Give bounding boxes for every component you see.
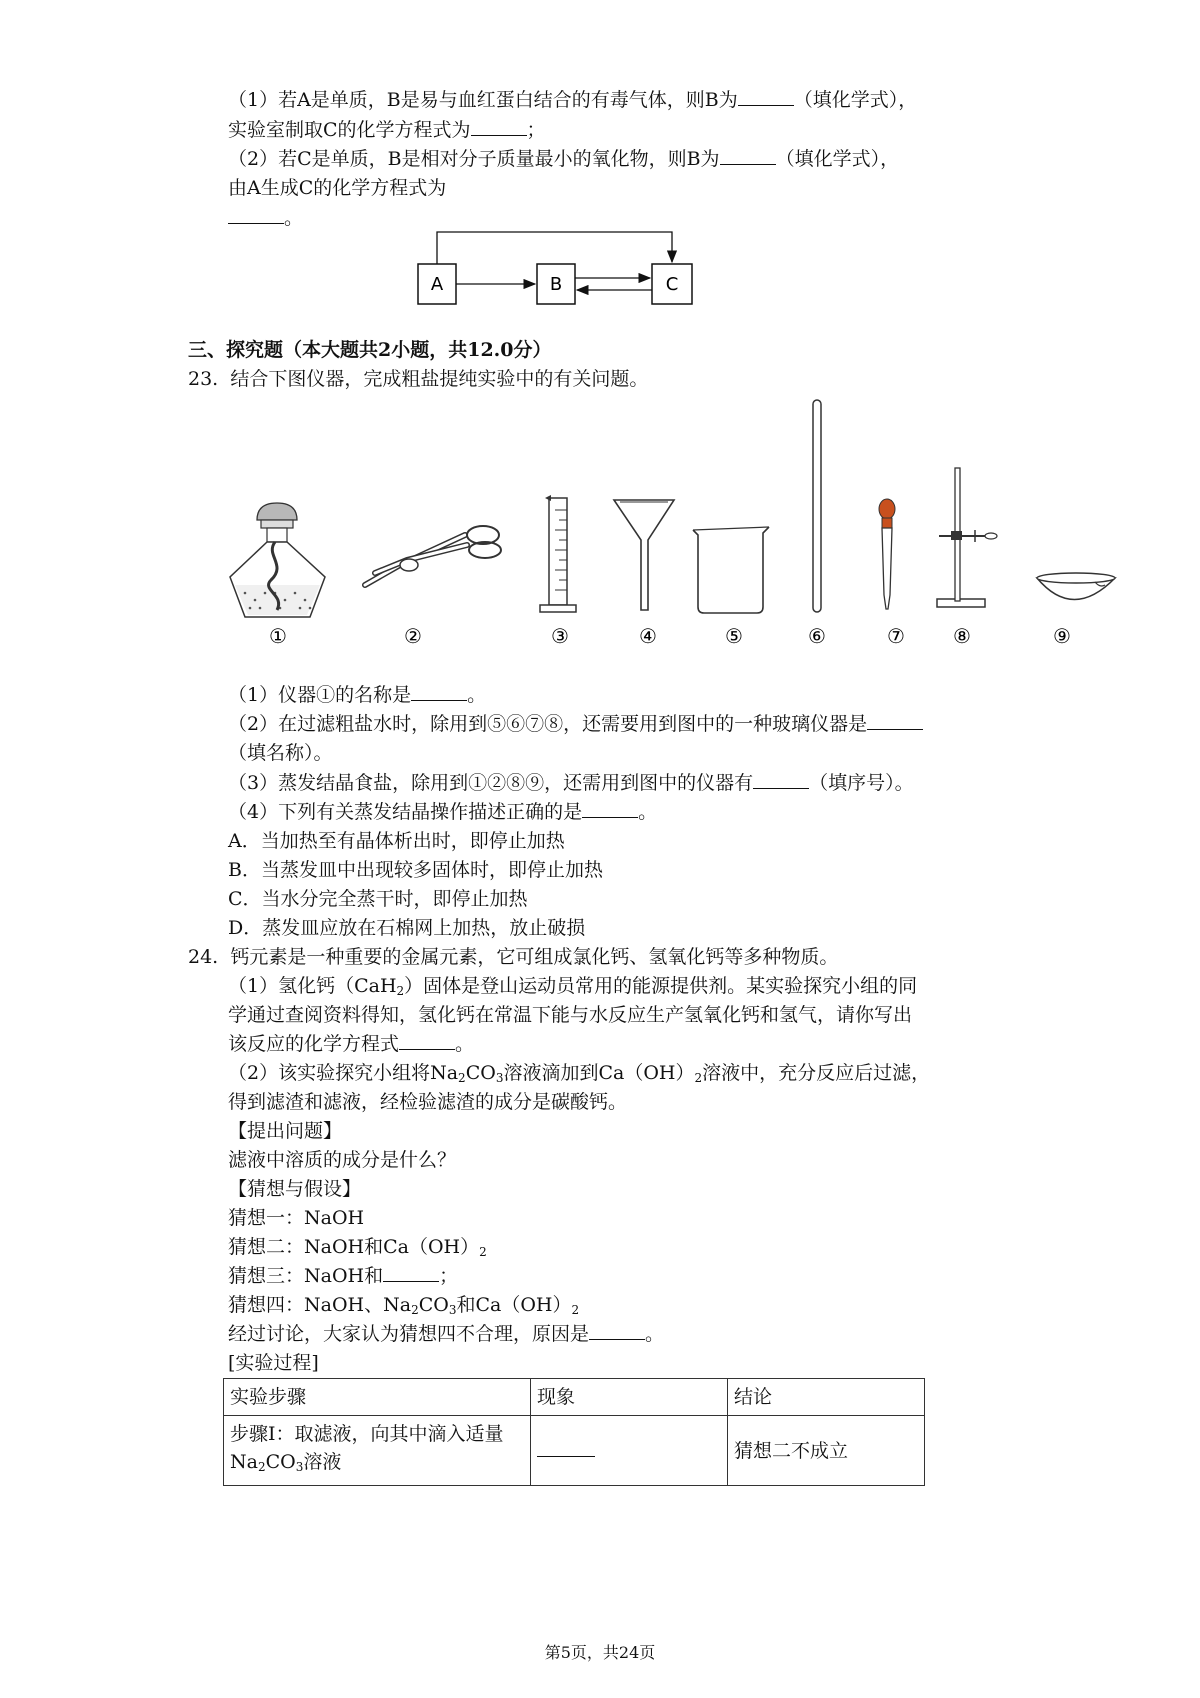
question-number: 24. xyxy=(188,946,219,968)
funnel-icon xyxy=(614,500,674,610)
q22-part1-line1: （1）若A是单质，B是易与血红蛋白结合的有毒气体，则B为 （填化学式）， xyxy=(228,89,918,111)
row1-phenomenon xyxy=(531,1416,728,1486)
box-c-label: C xyxy=(665,274,679,295)
apparatus-label-3: ③ xyxy=(551,624,569,648)
box-b-label: B xyxy=(549,274,563,295)
apparatus-label-9: ⑨ xyxy=(1053,624,1071,648)
header-step: 实验步骤 xyxy=(224,1379,531,1416)
q23-option-c: C．当水分完全蒸干时，即停止加热 xyxy=(228,888,528,910)
guess-1: 猜想一：NaOH xyxy=(228,1207,365,1229)
q24-part2-line1: （2）该实验探究小组将$Na_2CO_3$溶液滴加到$Ca(OH)_2$溶液中，充分反应后过滤， xyxy=(228,1062,931,1085)
q23-option-b: B．当蒸发皿中出现较多固体时，即停止加热 xyxy=(228,859,603,881)
q23-sub3: （3）蒸发结晶食盐，除用到①②⑧⑨，还需用到图中的仪器有 （填序号）。 xyxy=(228,772,914,794)
q24-stem-line: 24. 钙元素是一种重要的金属元素，它可组成氯化钙、氢氧化钙等多种物质。 xyxy=(188,946,839,968)
answer-blank[interactable] xyxy=(738,87,794,106)
guess-2: 猜想二：NaOH和$Ca(OH)_2$ xyxy=(228,1236,487,1259)
answer-blank[interactable] xyxy=(720,146,776,165)
table-row xyxy=(224,1416,925,1486)
q23-sub4: （4）下列有关蒸发结晶操作描述正确的是 。 xyxy=(228,801,658,823)
q22-part1-line2: 实验室制取C的化学方程式为 ； xyxy=(228,119,546,141)
answer-blank[interactable] xyxy=(753,770,809,789)
abc-relation-diagram xyxy=(400,222,710,312)
table-header-row xyxy=(224,1379,925,1416)
heading-question: 【提出问题】 xyxy=(228,1120,343,1142)
question-number: 23. xyxy=(188,368,219,390)
evaporating-dish-icon xyxy=(1037,573,1115,600)
header-phenomenon: 现象 xyxy=(531,1379,728,1416)
discussion-line: 经过讨论，大家认为猜想四不合理，原因是 。 xyxy=(228,1323,665,1345)
header-conclusion: 结论 xyxy=(728,1379,925,1416)
dropper-icon xyxy=(879,499,895,609)
heading-guess: 【猜想与假设】 xyxy=(228,1178,362,1200)
q22-part2-line2: 由A生成C的化学方程式为 xyxy=(228,177,447,199)
q23-sub2-line1: （2）在过滤粗盐水时，除用到⑤⑥⑦⑧，还需要用到图中的一种玻璃仪器是 xyxy=(228,710,923,738)
answer-blank[interactable] xyxy=(589,1321,645,1340)
answer-blank[interactable] xyxy=(411,682,467,701)
arrow-a-to-c xyxy=(437,232,672,264)
q22-part2-line1: （2）若C是单质，B是相对分子质量最小的氧化物，则B为 （填化学式）， xyxy=(228,148,900,170)
page-footer: 第5页，共24页 xyxy=(544,1643,656,1662)
box-a-label: A xyxy=(430,274,444,295)
row1-conclusion: 猜想二不成立 xyxy=(728,1416,925,1486)
lab-apparatus-figure xyxy=(215,395,1135,660)
row1-step: 步骤Ⅰ：取滤液，向其中滴入适量 $Na_2CO_3$溶液 xyxy=(224,1416,531,1486)
section-title: 三、探究题（本大题共2小题，共12.0分） xyxy=(188,339,552,361)
beaker-icon xyxy=(693,527,769,613)
answer-blank[interactable] xyxy=(399,1031,455,1050)
glass-rod-icon xyxy=(813,400,821,612)
q23-sub1: （1）仪器①的名称是 。 xyxy=(228,684,487,706)
q23-sub2-line2: （填名称）。 xyxy=(228,742,333,764)
q23-option-d: D．蒸发皿应放在石棉网上加热，放止破损 xyxy=(228,917,586,939)
answer-blank[interactable] xyxy=(228,205,284,224)
measuring-cylinder-icon xyxy=(540,495,576,612)
experiment-table xyxy=(223,1378,925,1486)
answer-blank[interactable] xyxy=(383,1263,439,1282)
answer-blank[interactable] xyxy=(867,711,923,730)
apparatus-label-8: ⑧ xyxy=(953,624,971,648)
q24-part2-line2: 得到滤渣和滤液，经检验滤渣的成分是碳酸钙。 xyxy=(228,1091,628,1113)
q24-part1-line1: （1）氢化钙（CaH$_2$）固体是登山运动员常用的能源提供剂。某实验探究小组的同 xyxy=(228,975,918,998)
iron-stand-icon xyxy=(937,468,997,607)
q23-stem-line: 23. 结合下图仪器，完成粗盐提纯实验中的有关问题。 xyxy=(188,368,649,390)
apparatus-label-7: ⑦ xyxy=(887,624,905,648)
crucible-tongs-icon xyxy=(365,526,501,585)
answer-blank[interactable] xyxy=(582,799,638,818)
q23-option-a: A．当加热至有晶体析出时，即停止加热 xyxy=(228,830,565,852)
apparatus-label-4: ④ xyxy=(639,624,657,648)
apparatus-label-6: ⑥ xyxy=(808,624,826,648)
apparatus-label-2: ② xyxy=(404,624,422,648)
question-text: 滤液中溶质的成分是什么？ xyxy=(228,1149,457,1171)
alcohol-lamp-icon xyxy=(230,503,325,617)
guess-3: 猜想三：NaOH和 ； xyxy=(228,1265,459,1287)
q24-part1-line3: 该反应的化学方程式 。 xyxy=(228,1033,475,1055)
heading-process: [实验过程] xyxy=(228,1352,319,1374)
answer-blank[interactable] xyxy=(471,117,527,136)
q24-part1-line2: 学通过查阅资料得知，氢化钙在常温下能与水反应生产氢氧化钙和氢气，请你写出 xyxy=(228,1004,913,1026)
apparatus-label-1: ① xyxy=(269,624,287,648)
apparatus-label-5: ⑤ xyxy=(725,624,743,648)
q22-part2-line3: 。 xyxy=(228,204,303,232)
guess-4: 猜想四：NaOH、$Na_2CO_3$和$Ca(OH)_2$ xyxy=(228,1294,580,1317)
answer-blank[interactable] xyxy=(537,1438,595,1457)
